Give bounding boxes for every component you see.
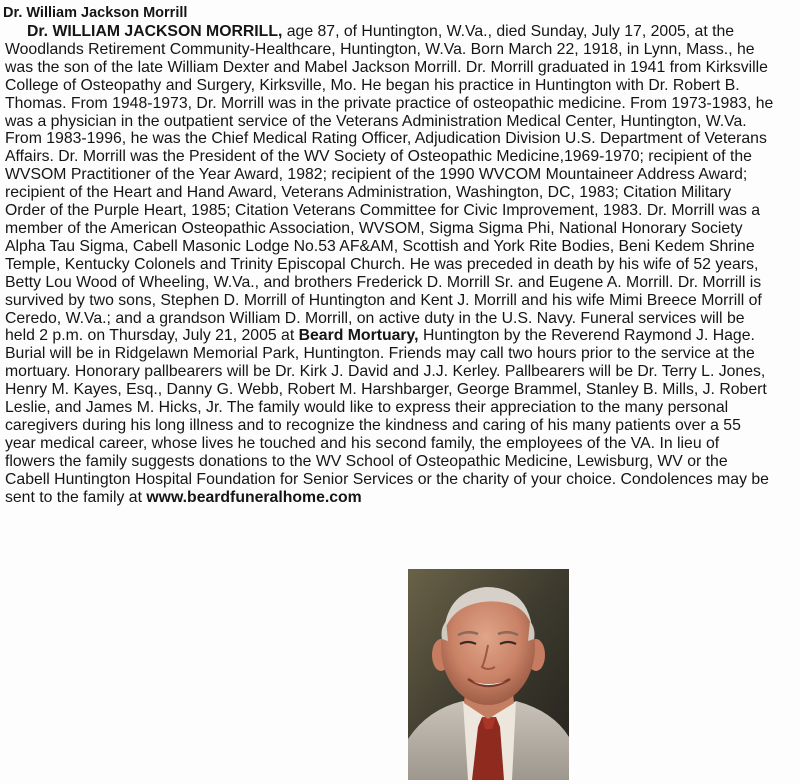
- obituary-line: Alpha Tau Sigma, Cabell Masonic Lodge No.53 AF&AM, Scottish and York Rite Bodies, Beni Kedem Shrine: [5, 237, 755, 255]
- obituary-line: mortuary. Honorary pallbearers will be Dr. Kirk J. David and J.J. Kerley. Pallbearers will be Dr. Terry L. Jones,: [5, 363, 766, 381]
- obituary-line: survived by two sons, Stephen D. Morrill of Huntington and Kent J. Morrill and his wife Mimi Breece Morrill of: [5, 291, 762, 309]
- obituary-line: sent to the family at www.beardfuneralhome.com: [5, 488, 362, 506]
- obituary-line: Order of the Purple Heart, 1985; Citation Veterans Committee for Civic Improvement, 1983. Dr. Morrill was a: [5, 202, 761, 220]
- portrait-photo: [408, 569, 569, 780]
- obituary-line: From 1983-1996, he was the Chief Medical Rating Officer, Adjudication Division U.S. Department of Veterans: [5, 130, 767, 148]
- obituary-line: Temple, Kentucky Colonels and Trinity Episcopal Church. He was preceded in death by his wife of 52 years,: [5, 255, 759, 273]
- mortuary-name: Beard Mortuary,: [298, 327, 419, 345]
- obituary-line: held 2 p.m. on Thursday, July 21, 2005 at Beard Mortuary, Huntington by the Reverend Raymond J. Hage.: [5, 327, 755, 345]
- obituary-line: WVSOM Practitioner of the Year Award, 1982; recipient of the 1990 WVCOM Mountaineer Address Award;: [5, 166, 748, 184]
- obituary-line: Henry M. Kayes, Esq., Danny G. Webb, Robert M. Harshbarger, George Brammel, Stanley B. Mills, J. Robert: [5, 381, 767, 399]
- obituary-line: Thomas. From 1948-1973, Dr. Morrill was in the private practice of osteopathic medicine. From 1973-1983, he: [5, 94, 774, 112]
- funeral-home-website: www.beardfuneralhome.com: [146, 488, 362, 506]
- obituary-line: member of the American Osteopathic Association, WVSOM, Sigma Sigma Phi, National Honorary Society: [5, 219, 743, 237]
- obituary-line: recipient of the Heart and Hand Award, Veterans Administration, Washington, DC, 1983; Citation Military: [5, 184, 732, 202]
- obituary-line: was the son of the late William Dexter and Mabel Jackson Morrill. Dr. Morrill graduated in 1941 from Kirksville: [5, 58, 768, 76]
- obituary-line: Leslie, and James M. Hicks, Jr. The family would like to express their appreciation to the many personal: [5, 399, 729, 417]
- obituary-line: Ceredo, W.Va.; and a grandson William D. Morrill, on active duty in the U.S. Navy. Funeral services will be: [5, 309, 745, 327]
- obituary-heading: Dr. William Jackson Morrill: [3, 5, 188, 21]
- obituary-line: Affairs. Dr. Morrill was the President of the WV Society of Osteopathic Medicine,1969-1970; recipient of the: [5, 148, 752, 166]
- obituary-line: flowers the family suggests donations to the WV School of Osteopathic Medicine, Lewisburg, WV or the: [5, 452, 728, 470]
- obituary-line: Dr. WILLIAM JACKSON MORRILL, age 87, of Huntington, W.Va., died Sunday, July 17, 2005, at the: [27, 23, 735, 40]
- obituary-line: year medical career, whose lives he touched and his second family, the employees of the VA. In lieu of: [5, 434, 720, 452]
- obituary-body: [5, 23, 795, 506]
- obituary-line: Betty Lou Wood of Wheeling, W.Va., and brothers Frederick D. Morrill Sr. and Eugene A. Morrill. Dr. Morrill is: [5, 273, 762, 291]
- obituary-line: Cabell Huntington Hospital Foundation for Senior Services or the charity of your choice. Condolences may be: [5, 470, 769, 488]
- obituary-line: Burial will be in Ridgelawn Memorial Park, Huntington. Friends may call two hours prior to the service at the: [5, 345, 755, 363]
- obituary-line: was a physician in the outpatient service of the Veterans Administration Medical Center, Huntington, W.Va.: [5, 112, 747, 130]
- deceased-name: Dr. WILLIAM JACKSON MORRILL,: [27, 23, 283, 40]
- obituary-line: College of Osteopathy and Surgery, Kirksville, Mo. He began his practice in Huntington with Dr. Robert B.: [5, 76, 740, 94]
- obituary-line: caregivers during his long illness and to recognize the kindness and caring of his many patients over a 55: [5, 416, 741, 434]
- obituary-line: Woodlands Retirement Community-Healthcare, Huntington, W.Va. Born March 22, 1918, in Lynn, Mass., he: [5, 40, 755, 58]
